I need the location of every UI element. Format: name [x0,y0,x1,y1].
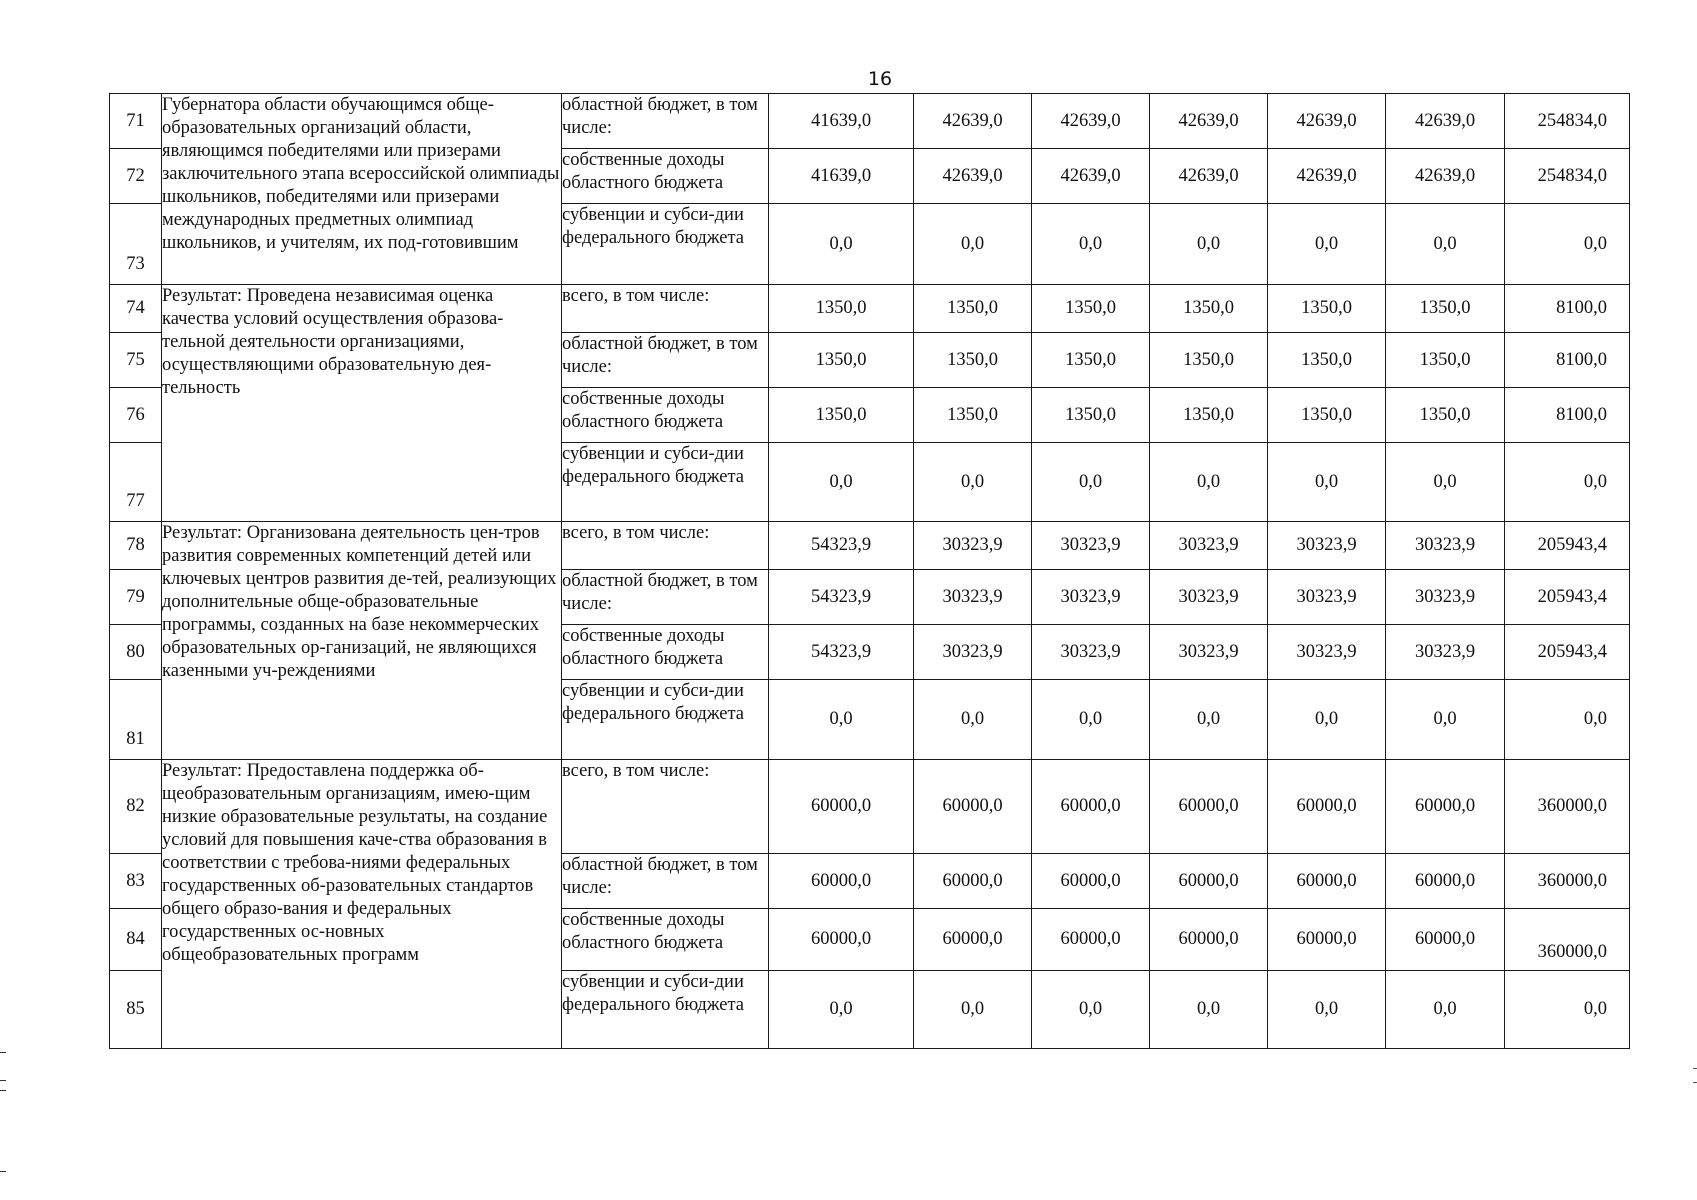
funding-source: собственные доходы областного бюджета [562,625,769,680]
value-cell: 30323,9 [1386,570,1505,625]
value-cell: 60000,0 [1386,854,1505,909]
total-cell: 254834,0 [1505,149,1630,204]
value-cell: 1350,0 [769,333,914,388]
value-cell: 0,0 [1386,443,1505,522]
value-cell: 0,0 [1150,443,1268,522]
value-cell: 30323,9 [1032,522,1150,570]
value-cell: 1350,0 [1150,285,1268,333]
value-cell: 0,0 [914,443,1032,522]
value-cell: 0,0 [1032,443,1150,522]
total-cell: 0,0 [1505,680,1630,760]
value-cell: 54323,9 [769,625,914,680]
value-cell: 1350,0 [914,388,1032,443]
budget-table [109,93,1630,1049]
value-cell: 1350,0 [1268,285,1386,333]
value-cell: 60000,0 [769,854,914,909]
value-cell: 1350,0 [914,333,1032,388]
row-number: 78 [110,522,162,570]
value-cell: 0,0 [1268,971,1386,1049]
value-cell: 30323,9 [914,625,1032,680]
value-cell: 30323,9 [1150,570,1268,625]
row-number: 76 [110,388,162,443]
value-cell: 42639,0 [1268,94,1386,149]
value-cell: 0,0 [1268,443,1386,522]
total-cell: 205943,4 [1505,522,1630,570]
table-row [110,285,1630,333]
value-cell: 0,0 [1386,204,1505,285]
value-cell: 0,0 [769,680,914,760]
row-description: Результат: Предоставлена поддержка об-щеобразовательным организациям, имею-щим низкие образовательные результаты, на создание условий для повышения каче-ства образования в соответствии с требова-ниями федеральных государственных об-разовательных стандартов общего образо-вания и федеральных государственных ос-новных общеобразовательных программ [162,760,562,1049]
total-cell: 254834,0 [1505,94,1630,149]
funding-source: субвенции и субси-дии федерального бюджета [562,204,769,285]
value-cell: 30323,9 [914,522,1032,570]
total-cell: 0,0 [1505,971,1630,1049]
funding-source: областной бюджет, в том числе: [562,333,769,388]
value-cell: 0,0 [914,971,1032,1049]
value-cell: 41639,0 [769,149,914,204]
total-cell: 205943,4 [1505,625,1630,680]
value-cell: 42639,0 [1032,94,1150,149]
value-cell: 0,0 [1032,971,1150,1049]
funding-source: собственные доходы областного бюджета [562,909,769,971]
row-description: Губернатора области обучающимся обще-образовательных организаций области, являющимся победителями или призерами заключительного этапа всероссийской олимпиады школьников, победителями или призерами международных предметных олимпиад школьников, и учителям, их под-готовившим [162,94,562,285]
row-number: 77 [110,443,162,522]
value-cell: 0,0 [769,443,914,522]
row-number: 74 [110,285,162,333]
total-cell: 360000,0 [1505,909,1630,971]
value-cell: 60000,0 [1268,760,1386,854]
value-cell: 0,0 [914,680,1032,760]
value-cell: 30323,9 [1150,522,1268,570]
value-cell: 60000,0 [769,760,914,854]
table-row [110,94,1630,149]
value-cell: 0,0 [1268,204,1386,285]
value-cell: 42639,0 [914,149,1032,204]
row-description: Результат: Организована деятельность цен-тров развития современных компетенций детей или ключевых центров развития де-тей, реализующих дополнительные обще-образовательные программы, созданных на базе некоммерческих образовательных ор-ганизаций, не являющихся казенными уч-реждениями [162,522,562,760]
value-cell: 42639,0 [914,94,1032,149]
value-cell: 0,0 [1386,680,1505,760]
value-cell: 1350,0 [1032,333,1150,388]
value-cell: 1350,0 [1150,333,1268,388]
value-cell: 30323,9 [914,570,1032,625]
table-row [110,522,1630,570]
value-cell: 1350,0 [1032,285,1150,333]
value-cell: 1350,0 [1032,388,1150,443]
row-number: 73 [110,204,162,285]
total-cell: 360000,0 [1505,854,1630,909]
scan-edge-mark [0,1080,6,1081]
value-cell: 60000,0 [1386,760,1505,854]
funding-source: областной бюджет, в том числе: [562,570,769,625]
total-cell: 205943,4 [1505,570,1630,625]
value-cell: 1350,0 [1386,388,1505,443]
total-cell: 8100,0 [1505,285,1630,333]
funding-source: субвенции и субси-дии федерального бюджета [562,443,769,522]
value-cell: 60000,0 [914,854,1032,909]
value-cell: 30323,9 [1150,625,1268,680]
funding-source: субвенции и субси-дии федерального бюджета [562,971,769,1049]
value-cell: 0,0 [1032,680,1150,760]
value-cell: 60000,0 [769,909,914,971]
value-cell: 60000,0 [1268,854,1386,909]
value-cell: 30323,9 [1268,522,1386,570]
funding-source: всего, в том числе: [562,760,769,854]
funding-source: собственные доходы областного бюджета [562,388,769,443]
row-number: 79 [110,570,162,625]
page-number: 16 [867,68,893,90]
scan-edge-mark [1693,1068,1697,1069]
value-cell: 1350,0 [914,285,1032,333]
value-cell: 1350,0 [1150,388,1268,443]
value-cell: 1350,0 [1268,333,1386,388]
value-cell: 30323,9 [1386,522,1505,570]
value-cell: 0,0 [914,204,1032,285]
value-cell: 1350,0 [1386,285,1505,333]
value-cell: 42639,0 [1268,149,1386,204]
value-cell: 30323,9 [1268,625,1386,680]
funding-source: собственные доходы областного бюджета [562,149,769,204]
row-number: 84 [110,909,162,971]
row-number: 71 [110,94,162,149]
value-cell: 1350,0 [769,388,914,443]
value-cell: 1350,0 [1386,333,1505,388]
total-cell: 8100,0 [1505,333,1630,388]
value-cell: 54323,9 [769,522,914,570]
value-cell: 0,0 [769,204,914,285]
funding-source: всего, в том числе: [562,285,769,333]
value-cell: 60000,0 [1150,909,1268,971]
value-cell: 60000,0 [1386,909,1505,971]
table-body [110,94,1630,1049]
total-cell: 0,0 [1505,204,1630,285]
row-number: 81 [110,680,162,760]
value-cell: 60000,0 [1150,760,1268,854]
value-cell: 60000,0 [1032,909,1150,971]
value-cell: 1350,0 [769,285,914,333]
value-cell: 0,0 [1150,204,1268,285]
value-cell: 30323,9 [1386,625,1505,680]
value-cell: 30323,9 [1268,570,1386,625]
funding-source: всего, в том числе: [562,522,769,570]
value-cell: 42639,0 [1150,149,1268,204]
funding-source: субвенции и субси-дии федерального бюджета [562,680,769,760]
value-cell: 41639,0 [769,94,914,149]
value-cell: 0,0 [1150,971,1268,1049]
value-cell: 0,0 [769,971,914,1049]
scan-edge-mark [0,1171,6,1172]
value-cell: 1350,0 [1268,388,1386,443]
row-number: 85 [110,971,162,1049]
funding-source: областной бюджет, в том числе: [562,854,769,909]
value-cell: 60000,0 [1268,909,1386,971]
scan-edge-mark [1693,1082,1697,1083]
total-cell: 8100,0 [1505,388,1630,443]
row-number: 83 [110,854,162,909]
value-cell: 42639,0 [1032,149,1150,204]
value-cell: 60000,0 [914,909,1032,971]
value-cell: 60000,0 [1150,854,1268,909]
row-description: Результат: Проведена независимая оценка качества условий осуществления образова-тельной деятельности организациями, осуществляющими образовательную дея-тельность [162,285,562,522]
value-cell: 0,0 [1032,204,1150,285]
value-cell: 42639,0 [1386,149,1505,204]
value-cell: 0,0 [1386,971,1505,1049]
value-cell: 60000,0 [914,760,1032,854]
row-number: 82 [110,760,162,854]
scan-edge-mark [0,1052,6,1053]
value-cell: 42639,0 [1150,94,1268,149]
value-cell: 42639,0 [1386,94,1505,149]
value-cell: 60000,0 [1032,760,1150,854]
total-cell: 0,0 [1505,443,1630,522]
funding-source: областной бюджет, в том числе: [562,94,769,149]
value-cell: 30323,9 [1032,625,1150,680]
value-cell: 0,0 [1268,680,1386,760]
table-row [110,760,1630,854]
value-cell: 60000,0 [1032,854,1150,909]
row-number: 80 [110,625,162,680]
value-cell: 30323,9 [1032,570,1150,625]
total-cell: 360000,0 [1505,760,1630,854]
scan-edge-mark [0,1090,6,1091]
row-number: 75 [110,333,162,388]
row-number: 72 [110,149,162,204]
value-cell: 0,0 [1150,680,1268,760]
value-cell: 54323,9 [769,570,914,625]
